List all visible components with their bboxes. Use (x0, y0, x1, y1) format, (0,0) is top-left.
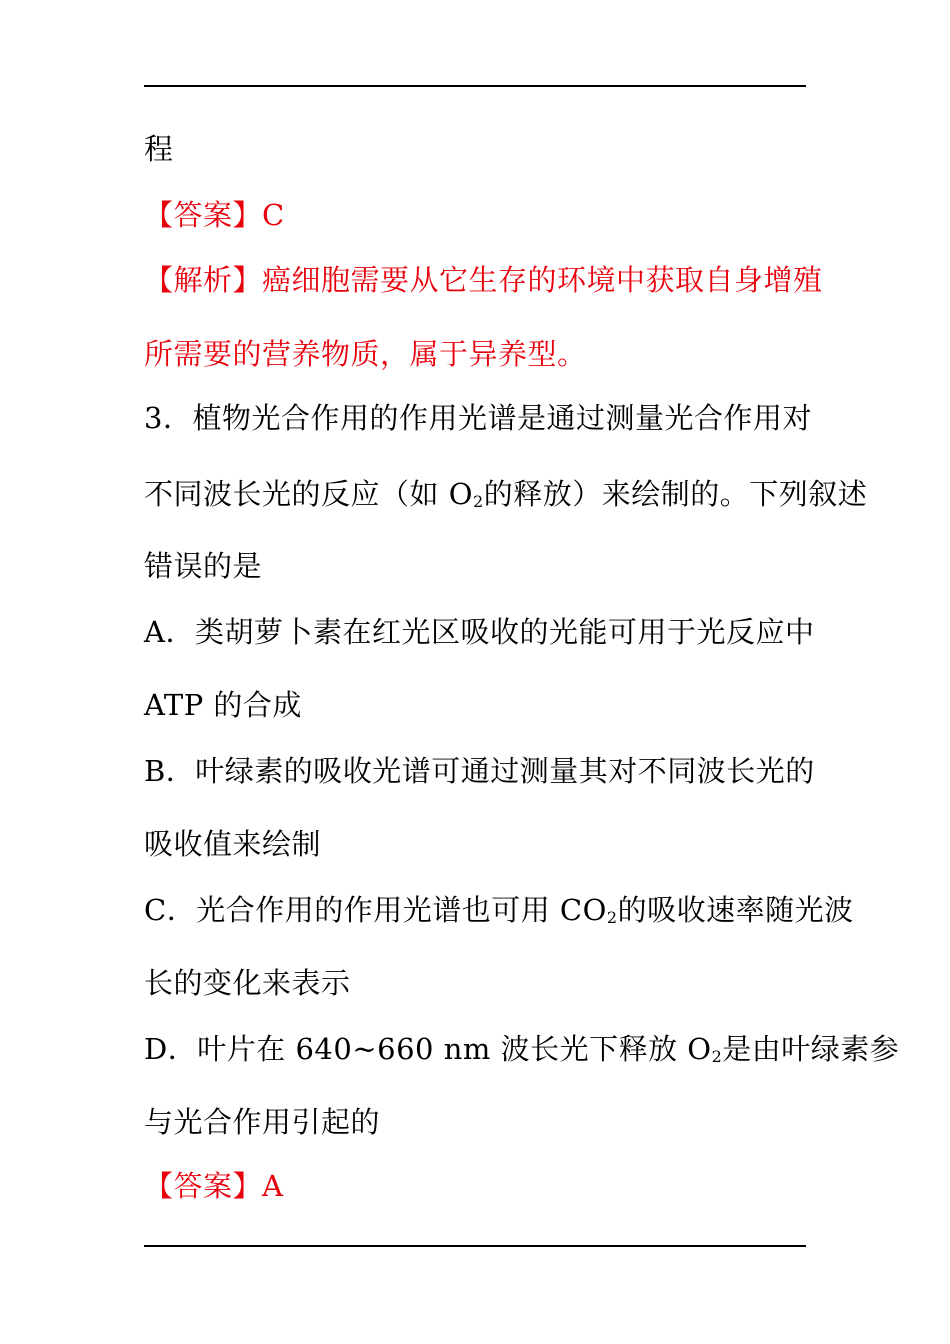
question-3-line-2 (144, 476, 868, 512)
option-d-line-1-b: 是由叶绿素参 (722, 1032, 900, 1066)
analysis-line-1 (144, 262, 823, 298)
analysis-line-2: 所需要的营养物质，属于异养型。 (144, 337, 587, 371)
question-3-line-2-a: 不同波长光的反应（如 O (144, 477, 473, 511)
question-3-line-3: 错误的是 (144, 549, 263, 583)
option-c-line-1-a: C．光合作用的作用光谱也可用 CO (144, 893, 607, 927)
answer-2-value: A (262, 1169, 284, 1203)
option-b-line-1: B．叶绿素的吸收光谱可通过测量其对不同波长光的 (144, 754, 815, 788)
option-a-line-1: A．类胡萝卜素在红光区吸收的光能可用于光反应中 (144, 615, 815, 649)
option-d-line-2: 与光合作用引起的 (144, 1105, 381, 1139)
subscript-2: 2 (473, 492, 484, 511)
footer-rule (144, 1245, 806, 1247)
answer-2-label: 【答案】 (144, 1169, 263, 1203)
option-c-line-1-b: 的吸收速率随光波 (617, 893, 854, 927)
answer-1-label: 【答案】 (144, 198, 263, 232)
question-3-line-1: 3．植物光合作用的作用光谱是通过测量光合作用对 (144, 401, 812, 435)
header-rule (144, 85, 806, 87)
subscript-2: 2 (606, 908, 618, 927)
option-d-line-1 (144, 1031, 900, 1067)
question-3-line-2-b: 的释放）来绘制的。下列叙述 (483, 477, 868, 511)
subscript-2: 2 (711, 1047, 723, 1066)
answer-2 (144, 1168, 814, 1204)
answer-1 (144, 197, 814, 233)
option-a-line-2: ATP 的合成 (144, 688, 302, 722)
option-c-line-2: 长的变化来表示 (144, 966, 351, 1000)
analysis-text-1: 癌细胞需要从它生存的环境中获取自身增殖 (262, 263, 823, 297)
answer-1-value: C (262, 198, 285, 232)
text-line-cheng: 程 (144, 132, 174, 166)
option-b-line-2: 吸收值来绘制 (144, 827, 322, 861)
option-c-line-1 (144, 892, 854, 928)
option-d-line-1-a: D．叶片在 640~660 nm 波长光下释放 O (144, 1032, 712, 1066)
analysis-label: 【解析】 (144, 263, 263, 297)
